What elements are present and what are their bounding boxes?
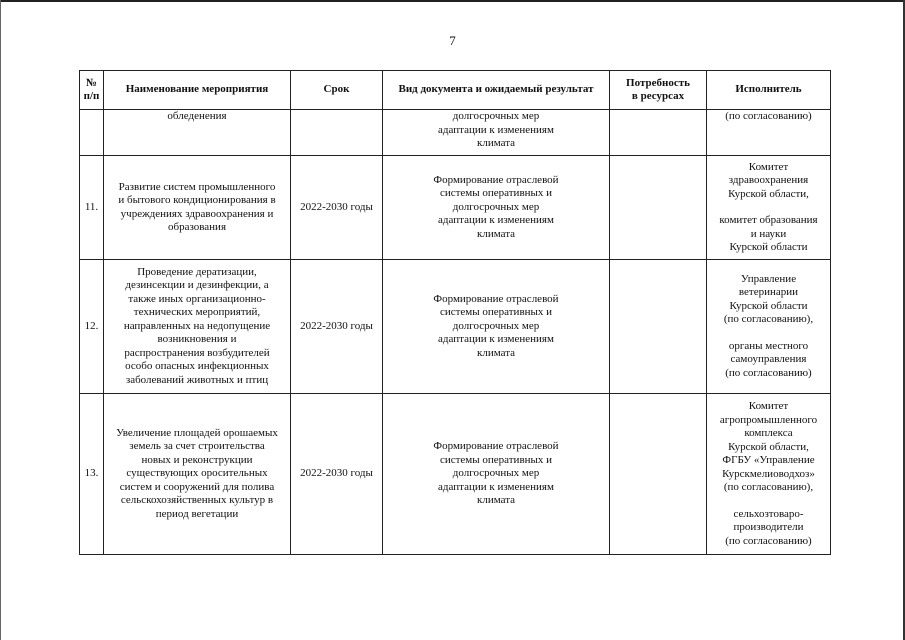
cell-name	[104, 394, 291, 555]
cell-name-line: существующих оросительных	[126, 467, 268, 480]
scan-edge-top	[0, 0, 905, 2]
executor-gap	[709, 495, 828, 508]
cell-document-line: адаптации к изменениям	[438, 214, 554, 227]
page-number: 7	[449, 33, 456, 48]
cell-name-line: распространения возбудителей	[124, 346, 270, 359]
cell-executor	[707, 156, 831, 260]
header-executor: Исполнитель	[707, 71, 831, 110]
cell-executor-line: Комитет	[748, 160, 789, 173]
cell-document-line: климата	[476, 227, 516, 240]
table-row	[80, 394, 831, 555]
cell-document-line: долгосрочных мер	[452, 200, 540, 213]
cell-executor	[707, 260, 831, 394]
cell-term: 2022-2030 годы	[291, 260, 383, 394]
table-row	[80, 156, 831, 260]
cell-num: 13.	[80, 394, 104, 555]
cell-name-line: Развитие систем промышленного	[118, 180, 276, 193]
cell-executor-line: сельхозтоваро-	[733, 507, 804, 520]
header-resources-line: Потребность	[626, 76, 690, 89]
cell-executor	[707, 110, 831, 156]
cell-document-line: системы оперативных и	[439, 187, 553, 200]
header-num	[80, 71, 104, 110]
cell-name-line: новых и реконструкции	[141, 453, 253, 466]
cell-document-line: Формирование отраслевой	[433, 440, 559, 453]
measures-table	[79, 70, 831, 555]
cell-executor-line: комплекса	[744, 427, 793, 439]
cell-name-line: земель за счет строительства	[129, 440, 265, 453]
executor-gap	[709, 201, 828, 214]
cell-name-line: обледенения	[167, 110, 227, 122]
table-row	[80, 260, 831, 394]
cell-executor-line: (по согласованию),	[723, 481, 814, 493]
cell-document-line: адаптации к изменениям	[438, 123, 554, 136]
header-document: Вид документа и ожидаемый результат	[383, 71, 610, 110]
cell-name-line: образования	[167, 221, 227, 233]
cell-name-line: Увеличение площадей орошаемых	[116, 426, 278, 439]
cell-executor-line: (по согласованию),	[723, 313, 814, 326]
cell-resources	[610, 110, 707, 156]
cell-term: 2022-2030 годы	[291, 394, 383, 555]
cell-document-line: климата	[476, 494, 516, 507]
cell-num	[80, 110, 104, 156]
cell-executor-line: Курской области	[729, 241, 808, 253]
cell-executor-line: ФГБУ «Управление	[722, 454, 815, 466]
cell-name	[104, 260, 291, 394]
cell-executor-line: Комитет	[748, 400, 789, 412]
cell-document-line: климата	[476, 137, 516, 149]
cell-document	[383, 260, 610, 394]
cell-name-line: дезинсекции и дезинфекции, а	[125, 279, 269, 292]
cell-document-line: Формирование отраслевой	[433, 292, 559, 305]
cell-name-line: систем и сооружений для полива	[119, 480, 275, 493]
cell-executor-line: Курской области,	[728, 187, 809, 200]
header-num-line: п/п	[83, 90, 100, 102]
cell-executor-line: здравоохранения	[728, 174, 809, 186]
executor-gap	[709, 327, 828, 340]
cell-resources	[610, 394, 707, 555]
cell-resources	[610, 156, 707, 260]
cell-term	[291, 110, 383, 156]
cell-name-line: период вегетации	[155, 507, 239, 520]
cell-executor-line: производители	[733, 521, 804, 533]
cell-num: 12.	[80, 260, 104, 394]
cell-name-line: возникновения и	[157, 333, 237, 346]
cell-name-line: особо опасных инфекционных	[125, 360, 269, 373]
scan-edge-left	[0, 0, 1, 640]
cell-document-line: адаптации к изменениям	[438, 333, 554, 346]
cell-name-line: также иных организационно-	[128, 292, 266, 305]
cell-document-line: системы оперативных и	[439, 306, 553, 319]
cell-document-line: системы оперативных и	[439, 453, 553, 466]
cell-name-line: направленных на недопущение	[123, 319, 271, 332]
cell-executor-line: агропромышленного	[719, 413, 818, 426]
cell-executor-line: и науки	[750, 227, 787, 240]
cell-term: 2022-2030 годы	[291, 156, 383, 260]
cell-executor-line: (по согласованию)	[725, 366, 812, 379]
cell-document-line: Формирование отраслевой	[433, 173, 559, 186]
cell-document	[383, 110, 610, 156]
cell-executor-line: комитет образования	[719, 214, 818, 226]
cell-executor-line: Управление	[740, 272, 797, 285]
cell-document-line: долгосрочных мер	[452, 467, 540, 480]
header-num-line: №	[85, 76, 98, 89]
cell-document-line: климата	[476, 346, 516, 359]
table-body	[80, 110, 831, 555]
cell-name-line: Проведение дератизации,	[137, 265, 257, 278]
cell-document-line: адаптации к изменениям	[438, 480, 554, 493]
cell-document-line: долгосрочных мер	[452, 319, 540, 332]
cell-executor-line: Курской области	[729, 299, 808, 312]
cell-executor-line: органы местного	[728, 339, 809, 352]
cell-resources	[610, 260, 707, 394]
header-name: Наименование мероприятия	[104, 71, 291, 110]
cell-executor-line: (по согласованию)	[725, 110, 812, 122]
cell-name	[104, 156, 291, 260]
cell-num: 11.	[80, 156, 104, 260]
cell-executor-line: (по согласованию)	[725, 534, 812, 547]
cell-name-line: заболеваний животных и птиц	[125, 373, 269, 386]
cell-name	[104, 110, 291, 156]
table-row	[80, 110, 831, 156]
header-resources-line: в ресурсах	[631, 90, 685, 102]
cell-executor-line: Курскмелиоводхоз»	[722, 467, 815, 480]
cell-name-line: учреждениях здравоохранения и	[120, 207, 274, 220]
cell-executor	[707, 394, 831, 555]
cell-executor-line: Курской области,	[728, 440, 809, 453]
cell-name-line: сельскохозяйственных культур в	[120, 494, 274, 507]
cell-document-line: долгосрочных мер	[452, 110, 540, 122]
cell-document	[383, 394, 610, 555]
cell-name-line: и бытового кондиционирования в	[118, 194, 276, 206]
cell-executor-line: самоуправления	[730, 353, 807, 366]
cell-name-line: технических мероприятий,	[133, 306, 261, 319]
cell-document	[383, 156, 610, 260]
header-resources	[610, 71, 707, 110]
header-term: Срок	[291, 71, 383, 110]
cell-executor-line: ветеринарии	[738, 286, 799, 299]
table-header-row	[80, 71, 831, 110]
